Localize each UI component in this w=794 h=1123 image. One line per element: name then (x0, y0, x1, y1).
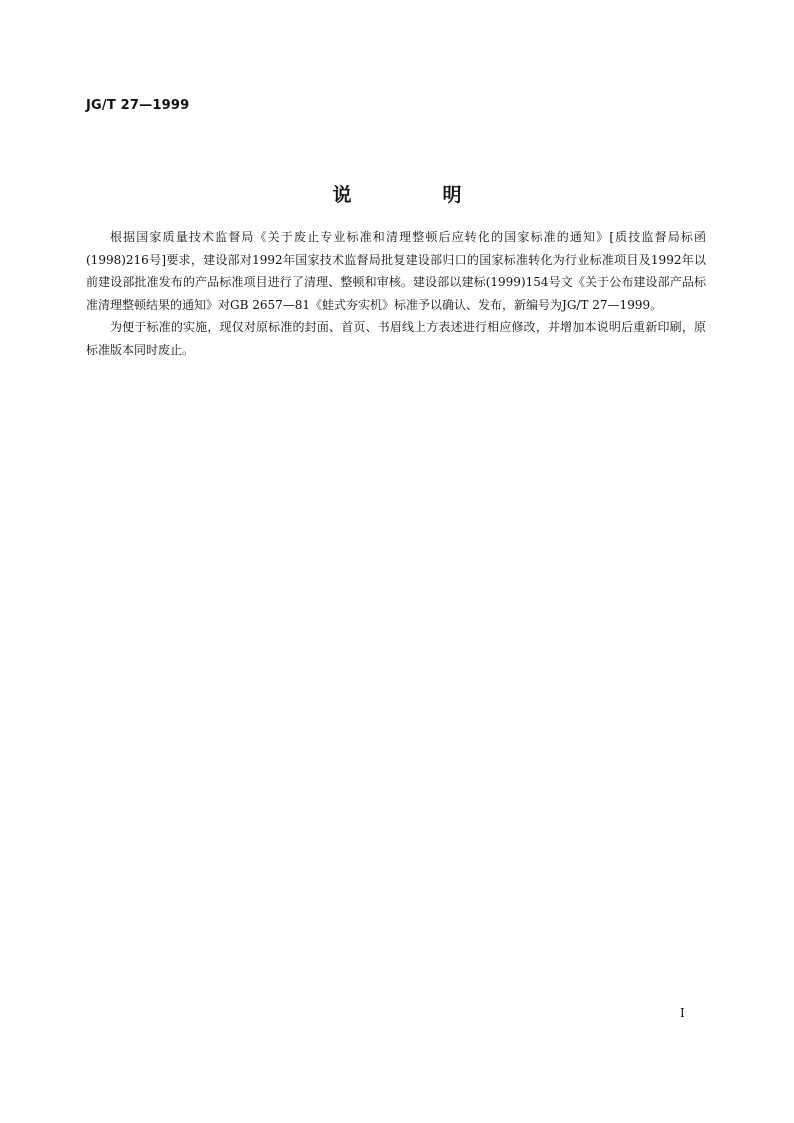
page-number: I (680, 1006, 685, 1020)
standard-code-header: JG/T 27—1999 (86, 98, 190, 113)
explanation-body (86, 226, 706, 361)
page-title: 说 明 (332, 184, 498, 206)
paragraph-1: 根据国家质量技术监督局《关于废止专业标准和清理整顿后应转化的国家标准的通知》[质技监督局标函(1998)216号]要求，建设部对1992年国家技术监督局批复建设部归口的国家标准转化为行业标准项目及1992年以前建设部批准发布的产品标准项目进行了清理、整顿和审核。建设部以建标(1999)154号文《关于公布建设部产品标准清理整顿结果的通知》对GB 2657—81《蛙式夯实机》标准予以确认、发布，新编号为JG/T 27—1999。 (86, 230, 706, 312)
paragraph-2: 为便于标准的实施，现仅对原标准的封面、首页、书眉线上方表述进行相应修改，并增加本说明后重新印刷，原标准版本同时废止。 (86, 320, 706, 357)
